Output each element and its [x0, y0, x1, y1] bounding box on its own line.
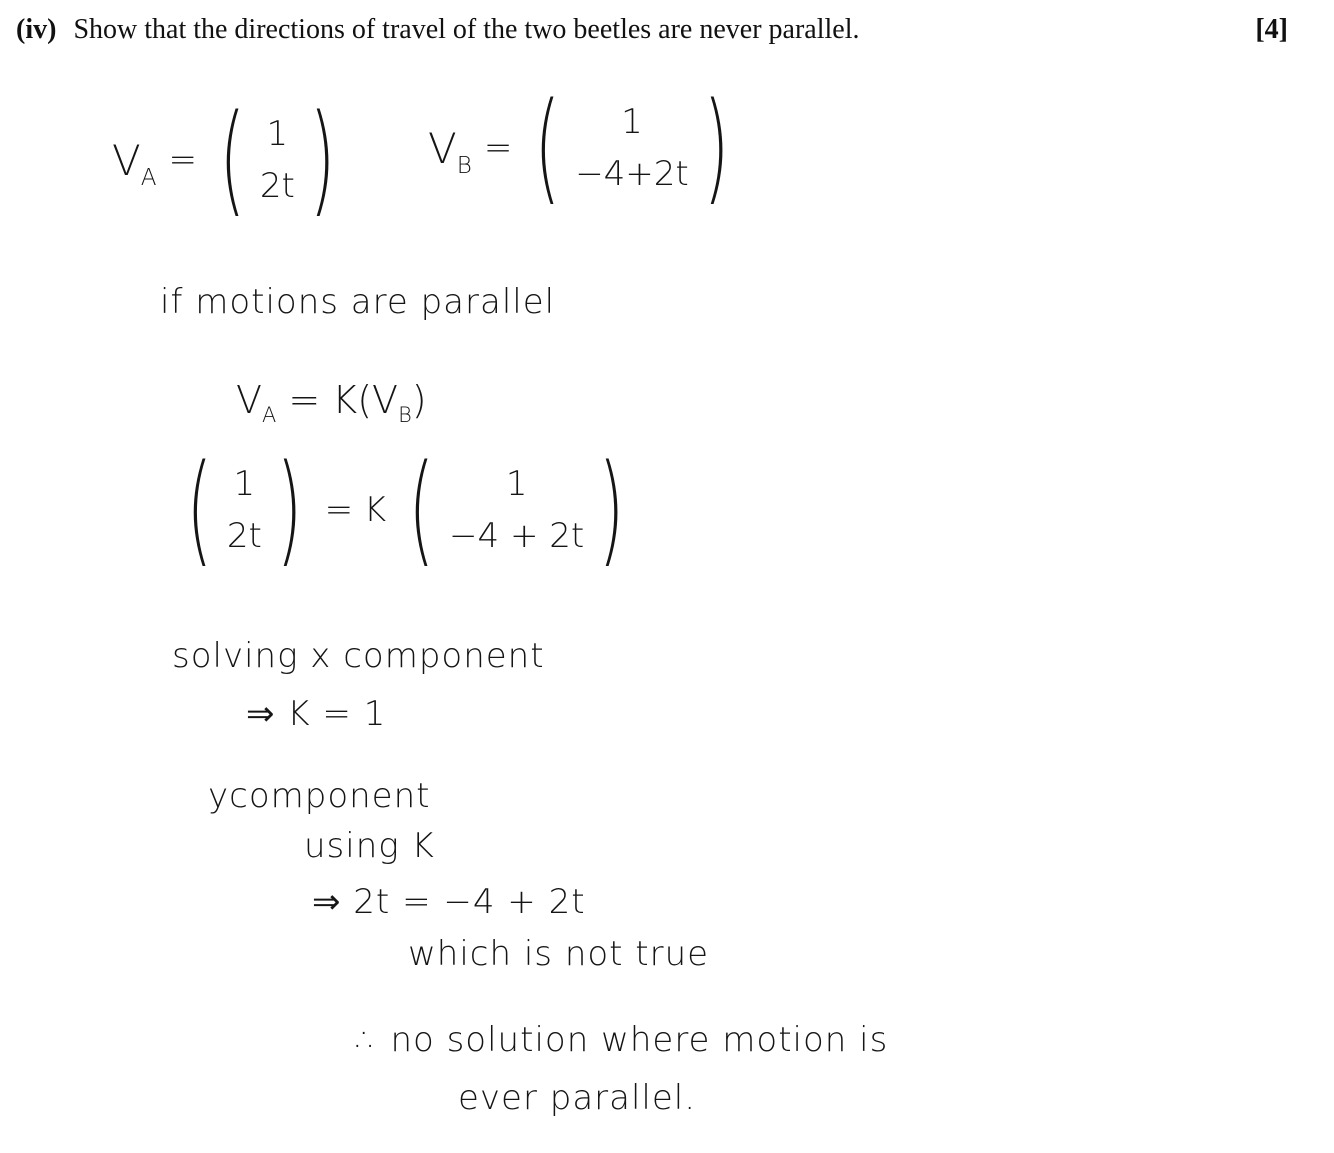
k-result: ⇒ K = 1	[246, 694, 387, 734]
close-paren: )	[598, 440, 625, 579]
question-line	[16, 14, 1306, 46]
vb-top: 1	[621, 102, 643, 142]
conclusion-line-1: ∴ no solution where motion is	[356, 1020, 889, 1060]
va-bottom: 2t	[259, 166, 295, 206]
conclusion-line-2: ever parallel.	[458, 1078, 697, 1118]
va-column	[256, 108, 299, 212]
vb-definition	[428, 78, 740, 217]
y-equation: ⇒ 2t = −4 + 2t	[312, 882, 586, 922]
using-k-text: using K	[304, 826, 435, 866]
open-paren: (	[408, 440, 435, 579]
not-true-text: which is not true	[408, 934, 710, 974]
solving-x-text: solving x component	[172, 636, 545, 676]
question-label: (iv)	[16, 14, 57, 45]
vb-bottom: −4+2t	[575, 154, 689, 194]
close-paren: )	[309, 90, 336, 229]
lhs-top: 1	[233, 464, 256, 504]
vb-column	[571, 96, 693, 200]
open-paren: (	[534, 78, 561, 217]
relation-line: $V_A = K(V_B)$	[236, 378, 427, 428]
close-paren: )	[703, 78, 730, 217]
open-paren: (	[219, 90, 246, 229]
rhs-bottom: −4 + 2t	[449, 516, 585, 556]
rhs-column	[445, 458, 588, 562]
question-marks: [4]	[1255, 14, 1288, 45]
va-top: 1	[266, 114, 289, 154]
lhs-column	[223, 458, 266, 562]
rhs-top: 1	[505, 464, 528, 504]
close-paren: )	[276, 440, 303, 579]
vb-equals: =	[483, 128, 513, 168]
if-parallel-text: if motions are parallel	[160, 282, 556, 322]
va-equals: =	[168, 140, 198, 180]
va-definition	[112, 90, 346, 229]
lhs-bottom: 2t	[226, 516, 262, 556]
k-multiplier: = K	[324, 490, 387, 530]
va-name: $V_A$	[112, 135, 157, 191]
vb-name: $V_B$	[428, 123, 472, 179]
y-component-text: ycomponent	[208, 776, 431, 816]
open-paren: (	[186, 440, 213, 579]
question-text: Show that the directions of travel of the two beetles are never parallel.	[73, 14, 860, 45]
matrix-equation	[176, 440, 635, 579]
